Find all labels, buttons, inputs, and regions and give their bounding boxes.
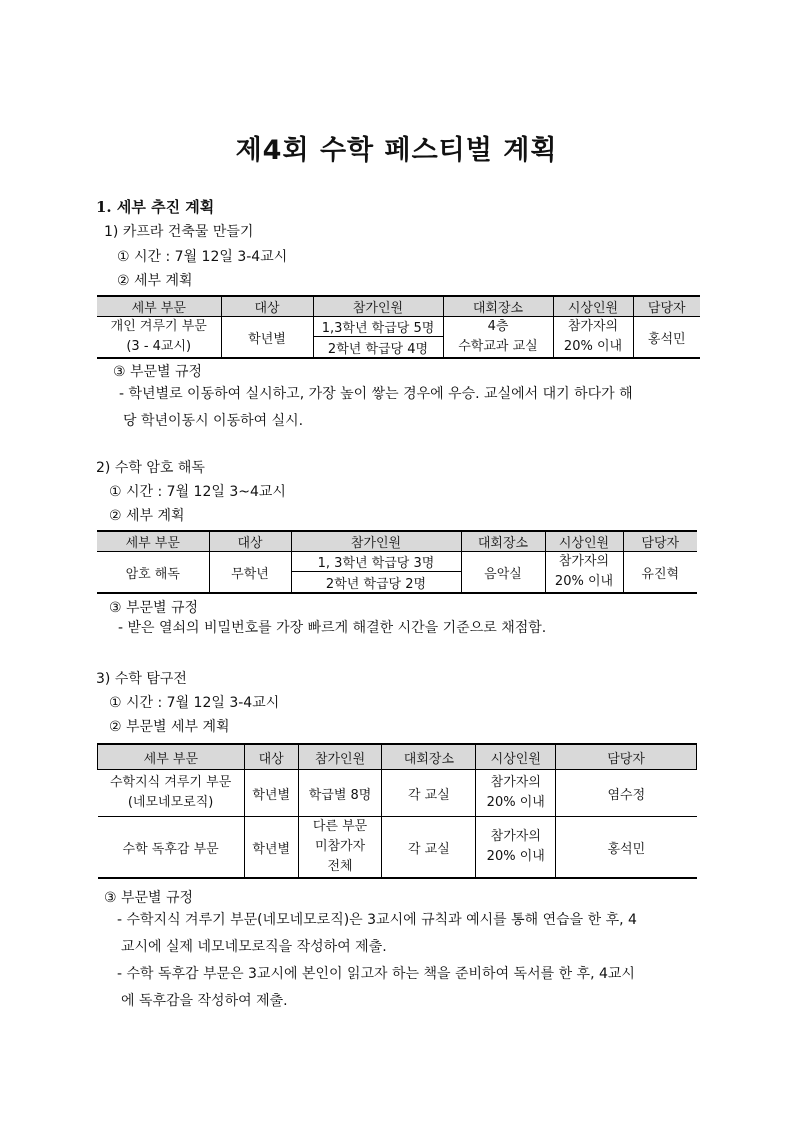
participants-line: 미참가자	[314, 839, 366, 854]
award-line: 참가자의	[490, 829, 541, 844]
table-cell-participants: 2학년 학급당 4명	[313, 337, 443, 358]
header-manager: 담당자	[633, 296, 700, 317]
part1-rules-label: ③ 부문별 규정	[113, 364, 203, 380]
header-award: 시상인원	[476, 744, 556, 770]
header-participants: 참가인원	[298, 744, 382, 770]
table-cell-participants	[298, 817, 382, 879]
part2-plan-label: ② 세부 계획	[109, 508, 185, 524]
part2-table	[97, 530, 697, 594]
header-category: 세부 부문	[98, 744, 245, 770]
table-cell-venue	[443, 317, 553, 359]
table-cell-participants: 1, 3학년 학급당 3명	[291, 552, 461, 572]
header-participants: 참가인원	[313, 296, 443, 317]
rule-line: 교시에 실제 네모네모로직을 작성하여 제출.	[121, 939, 387, 955]
table-cell-venue: 음악실	[461, 552, 545, 594]
header-venue: 대회장소	[461, 531, 545, 552]
table-cell-target: 학년별	[244, 817, 298, 879]
award-line: 참가자의	[558, 554, 610, 569]
award-line: 20% 이내	[486, 795, 545, 810]
table-cell-award	[545, 552, 623, 594]
table-cell-participants: 2학년 학급당 2명	[291, 572, 461, 593]
header-participants: 참가인원	[291, 531, 461, 552]
table-row	[98, 817, 697, 879]
header-category: 세부 부문	[97, 531, 209, 552]
table-cell-manager: 유진혁	[623, 552, 697, 594]
part2-time: ① 시간 : 7월 12일 3~4교시	[109, 484, 286, 500]
header-venue: 대회장소	[382, 744, 476, 770]
rule-line: - 수학 독후감 부문은 3교시에 본인이 읽고자 하는 책을 준비하여 독서를 한 후, 4교시	[117, 966, 635, 982]
table-cell-participants: 1,3학년 학급당 5명	[313, 317, 443, 337]
part1-heading: 1) 카프라 건축물 만들기	[104, 224, 254, 240]
table-cell-manager: 홍석민	[633, 317, 700, 359]
participants-line: 다른 부문	[312, 819, 368, 834]
rule-line: - 받은 열쇠의 비밀번호를 가장 빠르게 해결한 시간을 기준으로 채점함.	[118, 620, 547, 636]
table-cell-award	[476, 817, 556, 879]
award-line: 20% 이내	[486, 849, 545, 864]
part3-heading: 3) 수학 탐구전	[96, 671, 187, 687]
part2-heading: 2) 수학 암호 해독	[96, 460, 205, 476]
header-target: 대상	[221, 296, 313, 317]
award-line: 참가자의	[567, 319, 619, 334]
header-manager: 담당자	[556, 744, 697, 770]
table-cell-award	[476, 770, 556, 817]
category-line: (3 - 4교시)	[126, 339, 192, 354]
table-cell-manager: 홍석민	[556, 817, 697, 879]
part2-rules-label: ③ 부문별 규정	[109, 600, 199, 616]
header-target: 대상	[244, 744, 298, 770]
category-line: 수학지식 겨루기 부문	[109, 775, 232, 790]
section-heading: 1. 세부 추진 계획	[96, 198, 215, 216]
venue-line: 수학교과 교실	[458, 339, 538, 354]
part1-time: ① 시간 : 7월 12일 3-4교시	[117, 249, 288, 265]
rule-line: - 학년별로 이동하여 실시하고, 가장 높이 쌓는 경우에 우승. 교실에서 대기 하다가 해	[119, 386, 633, 402]
part1-table	[97, 295, 700, 359]
rule-line: 에 독후감을 작성하여 제출.	[121, 993, 288, 1009]
page-title: 제4회 수학 페스티벌 계획	[235, 135, 558, 166]
participants-line: 전체	[327, 859, 353, 874]
table-cell-venue: 각 교실	[382, 770, 476, 817]
table-cell-target: 무학년	[209, 552, 291, 594]
rule-line: 당 학년이동시 이동하여 실시.	[123, 413, 304, 429]
part3-table	[97, 743, 697, 879]
part3-rules-label: ③ 부문별 규정	[104, 890, 194, 906]
header-manager: 담당자	[623, 531, 697, 552]
table-cell-participants: 학급별 8명	[298, 770, 382, 817]
table-cell-target: 학년별	[244, 770, 298, 817]
award-line: 참가자의	[490, 775, 541, 790]
table-cell-category	[97, 317, 221, 359]
award-line: 20% 이내	[563, 339, 623, 354]
header-award: 시상인원	[545, 531, 623, 552]
part3-rules	[117, 907, 707, 1015]
table-cell-venue: 각 교실	[382, 817, 476, 879]
venue-line: 4층	[487, 319, 509, 334]
table-row	[98, 770, 697, 817]
header-award: 시상인원	[553, 296, 633, 317]
table-cell-category: 수학 독후감 부문	[98, 817, 245, 879]
table-cell-category	[98, 770, 245, 817]
table-cell-manager: 염수정	[556, 770, 697, 817]
award-line: 20% 이내	[554, 574, 614, 589]
header-category: 세부 부문	[97, 296, 221, 317]
part1-rules	[119, 381, 704, 435]
part1-plan-label: ② 세부 계획	[117, 273, 193, 289]
category-line: (네모네모로직)	[127, 795, 214, 810]
header-venue: 대회장소	[443, 296, 553, 317]
part3-time: ① 시간 : 7월 12일 3-4교시	[109, 695, 280, 711]
header-target: 대상	[209, 531, 291, 552]
category-line: 개인 겨루기 부문	[110, 319, 207, 334]
table-cell-category: 암호 해독	[97, 552, 209, 594]
rule-line: - 수학지식 겨루기 부문(네모네모로직)은 3교시에 규칙과 예시를 통해 연습을 한 후, 4	[117, 912, 637, 928]
table-cell-award	[553, 317, 633, 359]
table-cell-target: 학년별	[221, 317, 313, 359]
part3-plan-label: ② 부문별 세부 계획	[109, 719, 230, 735]
part2-rules	[118, 615, 703, 642]
